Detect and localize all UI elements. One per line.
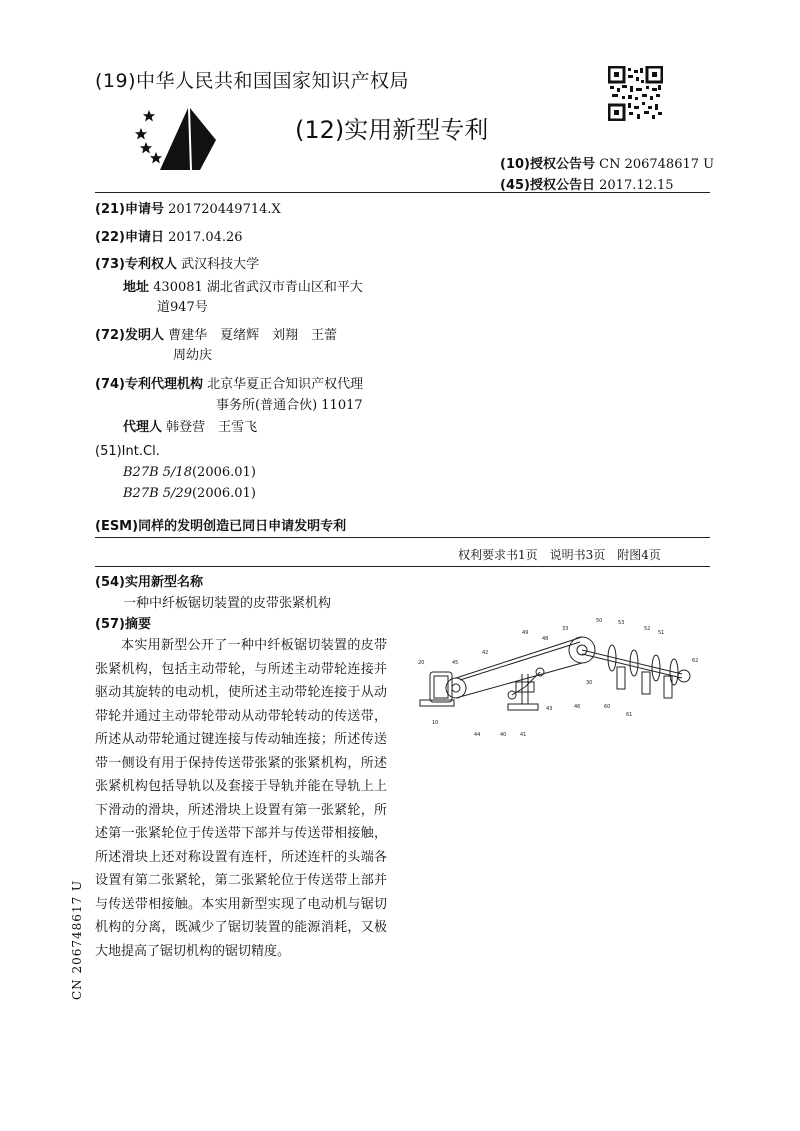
app-no: 201720449714.X: [168, 202, 281, 217]
qr-code: [608, 66, 663, 121]
pub-number-label: (10)授权公告号: [500, 157, 595, 172]
agency-row: [95, 373, 363, 392]
agent-row: [123, 416, 257, 435]
pub-date: 2017.12.15: [599, 178, 674, 193]
pub-number: CN 206748617 U: [599, 157, 715, 172]
drawing-label: 10: [432, 720, 439, 726]
address-line1: 430081 湖北省武汉市青山区和平大: [153, 280, 363, 295]
patentee: 武汉科技大学: [181, 257, 260, 272]
app-no-label: (21)申请号: [95, 202, 164, 217]
app-date-label: (22)申请日: [95, 230, 164, 245]
intcl-date: (2006.01): [191, 486, 256, 501]
intcl-item: [123, 465, 256, 480]
address-row: [123, 276, 363, 295]
cnipa-logo: [130, 100, 220, 175]
drawing-label: 20: [418, 660, 425, 666]
app-date: 2017.04.26: [168, 230, 243, 245]
drawing-label: 45: [452, 660, 459, 666]
drawing-label: 53: [618, 620, 625, 626]
esm-note: (ESM)同样的发明创造已同日申请发明专利: [95, 519, 347, 534]
intcl-date: (2006.01): [191, 465, 256, 480]
header-divider: [95, 192, 710, 193]
intcl-label: (51)Int.Cl.: [95, 444, 160, 459]
agent: 韩登营 王雪飞: [166, 420, 258, 435]
publication-number-row: [500, 153, 714, 172]
intcl-code: B27B 5/18: [123, 465, 192, 480]
drawing-label: 49: [522, 630, 529, 636]
address-line2: 道947号: [157, 300, 208, 315]
inventors-line1: 曹建华 夏绪辉 刘翔 王蕾: [168, 328, 338, 343]
drawing-label: 51: [658, 630, 665, 636]
drawing-label: 33: [562, 626, 569, 632]
drawing-label: 46: [574, 704, 581, 710]
intcl-item: [123, 486, 256, 501]
title-label: (54)实用新型名称: [95, 575, 203, 590]
side-publication-code: CN 206748617 U: [70, 879, 84, 1000]
issuing-office: (19)中华人民共和国国家知识产权局: [95, 70, 410, 92]
agency-label: (74)专利代理机构: [95, 377, 203, 392]
biblio-divider: [95, 537, 710, 538]
intcl-code: B27B 5/29: [123, 486, 192, 501]
drawing-label: 40: [500, 732, 507, 738]
drawing-label: 41: [520, 732, 527, 738]
drawing-label: 30: [586, 680, 593, 686]
patentee-row: [95, 253, 259, 272]
application-date-row: [95, 226, 243, 245]
abstract-text: 本实用新型公开了一种中纤板锯切装置的皮带张紧机构，包括主动带轮，与所述主动带轮连接并驱动其旋转的电动机，使所述主动带轮连接于从动带轮并通过主动带轮带动从动带轮转动的传送带，所述从动带轮通过键连接与传动轴连接；所述传送带一侧设有用于保持传送带张紧的张紧机构，所述张紧机构包括导轨以及套接于导轨并能在导轨上上下滑动的滑块，所述滑块上设置有第一张紧轮，所述第一张紧轮位于传送带下部并与传送带相接触，所述滑块上还对称设置有连杆，所述连杆的头端各设置有第二张紧轮，第二张紧轮位于传送带上部并与传送带相接触。本实用新型实现了电动机与锯切机构的分离，既减少了锯切装置的能源消耗，又极大地提高了锯切机构的锯切精度。: [95, 638, 387, 959]
agent-label: 代理人: [123, 420, 163, 435]
pub-date-label: (45)授权公告日: [500, 178, 595, 193]
publication-date-row: [500, 174, 674, 193]
drawing-label: 44: [474, 732, 481, 738]
drawing-label: 48: [542, 636, 549, 642]
utility-model-title: 一种中纤板锯切装置的皮带张紧机构: [123, 596, 332, 611]
application-number-row: [95, 198, 281, 217]
drawing-label: 62: [692, 658, 699, 664]
drawing-label: 61: [626, 712, 633, 718]
patent-type: (12)实用新型专利: [295, 116, 489, 144]
drawing-label: 42: [482, 650, 489, 656]
agency-line2: 事务所(普通合伙) 11017: [216, 398, 363, 413]
drawing-label: 50: [596, 618, 603, 624]
drawing-label: 60: [604, 704, 611, 710]
agency-line1: 北京华夏正合知识产权代理: [207, 377, 364, 392]
abstract-drawing: [412, 612, 712, 742]
patentee-label: (73)专利权人: [95, 257, 177, 272]
inventors-line2: 周幼庆: [173, 348, 213, 363]
page-counts: 权利要求书1页 说明书3页 附图4页: [458, 548, 661, 562]
abstract-label: (57)摘要: [95, 617, 151, 632]
counts-divider: [95, 566, 710, 567]
address-label: 地址: [123, 280, 150, 295]
inventors-row: [95, 324, 337, 343]
drawing-label: 43: [546, 706, 553, 712]
inventors-label: (72)发明人: [95, 328, 164, 343]
drawing-label: 52: [644, 626, 651, 632]
